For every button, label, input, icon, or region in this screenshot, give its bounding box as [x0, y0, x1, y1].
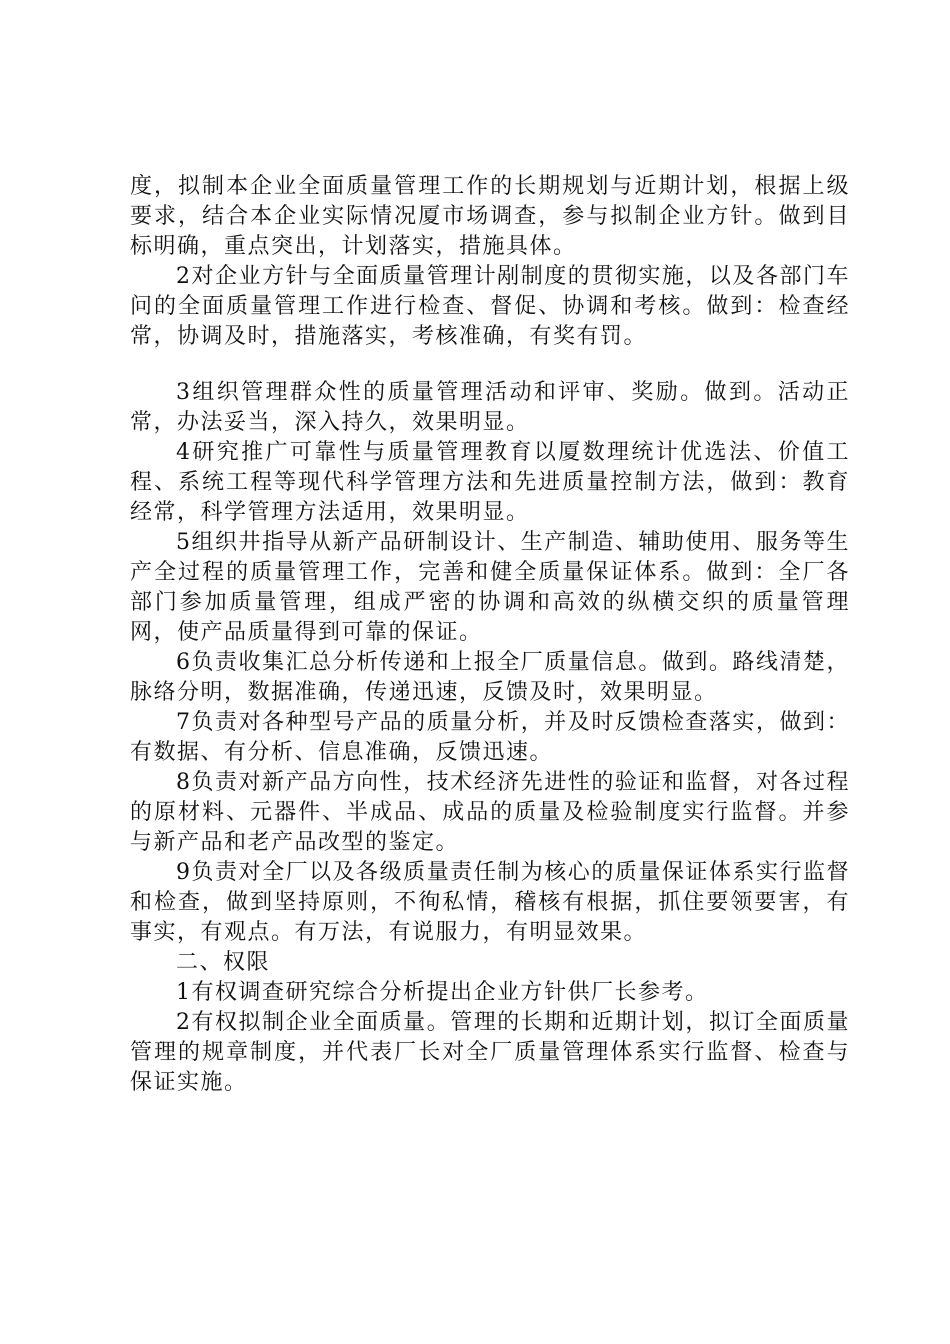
authority-item-2: 2有权拟制企业全面质量。管理的长期和近期计划，拟订全面质量管理的规章制度，并代表厂长对全厂质量管理体系实行监督、检查与保证实施。 — [130, 1010, 850, 1095]
continuation-paragraph: 度，拟制本企业全面质量管理工作的长期规划与近期计划，根据上级要求，结合本企业实际情况厦市场调查，参与拟制企业方针。做到目标明确，重点突出，计划落实，措施具体。 — [130, 174, 850, 259]
section-heading-authority: 二、权限 — [176, 950, 271, 975]
duty-item-5: 5组织井指导从新产品研制设计、生产制造、辅助使用、服务等生产全过程的质量管理工作，完善和健全质量保证体系。做到：全厂各部门参加质量管理，组成严密的协调和高效的纵横交织的质量管理网，使产品质量得到可靠的保证。 — [130, 530, 850, 645]
duty-item-8: 8负责对新产品方向性，技术经济先进性的验证和监督，对各过程的原材料、元器件、半成品、成品的质量及检验制度实行监督。并参与新产品和老产品改型的鉴定。 — [130, 770, 850, 855]
duty-item-9: 9负责对全厂以及各级质量责任制为核心的质量保证体系实行监督和检查，做到坚持原则，不徇私情，稽核有根据，抓住要领要害，有事实，有观点。有万法，有说服力，有明显效果。 — [130, 860, 850, 945]
duty-item-2: 2对企业方针与全面质量管理计剐制度的贯彻实施，以及各部门车问的全面质量管理工作进行检查、督促、协调和考核。做到：检查经常，协调及时，措施落实，考核准确，有奖有罚。 — [130, 264, 850, 349]
duty-item-4: 4研究推广可靠性与质量管理教育以厦数理统计优选法、价值工程、系统工程等现代科学管理方法和先进质量控制方法，做到：教育经常，科学管理方法适用，效果明显。 — [130, 440, 850, 525]
document-page — [130, 172, 850, 1098]
duty-item-3: 3组织管理群众性的质量管理活动和评审、奖励。做到。活动正常，办法妥当，深入持久，效果明显。 — [130, 380, 850, 435]
duty-item-6: 6负责收集汇总分析传递和上报全厂质量信息。做到。路线清楚，脉络分明，数据准确，传递迅速，反馈及时，效果明显。 — [130, 650, 850, 705]
authority-item-1: 1有权调查研究综合分析提出企业方针供厂长参考。 — [176, 980, 709, 1005]
duty-item-7: 7负责对各种型号产品的质量分析，并及时反馈检查落实，做到：有数据、有分析、信息准确，反馈迅速。 — [130, 710, 850, 765]
